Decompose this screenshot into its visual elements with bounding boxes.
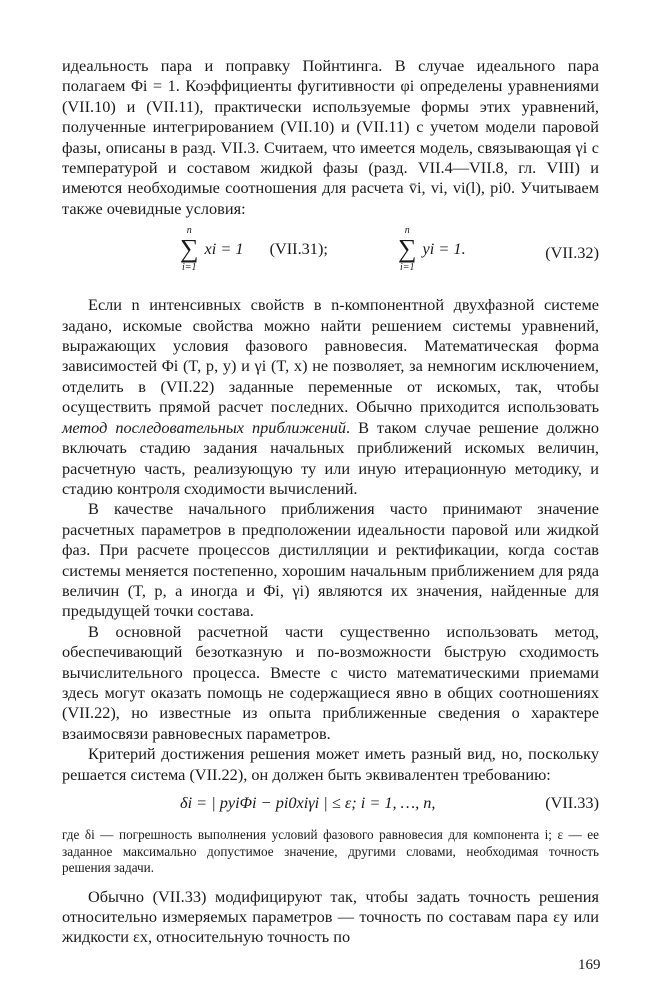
sum2-lower-limit: i=1 [400, 262, 415, 274]
sigma-2-symbol: ∑ [398, 234, 417, 264]
eq-label-vii33: (VII.33) [545, 793, 599, 812]
sum1-upper-limit: n [186, 225, 192, 237]
criterion-body: δi = | pyiΦi − pi0xiγi | ≤ ε; i = 1, …, n, [180, 793, 436, 812]
sigma-2 [398, 225, 417, 273]
sum-x-equation [180, 225, 328, 273]
eq-label-vii32: (VII.32) [545, 243, 599, 263]
footnote-definitions: где δi — погрешность выполнения условий фазового равновесия для компонента i; ε — ее заданное максимально допустимое значение, другими словами, необходимая точность решения задачи. [62, 827, 599, 875]
sigma-1 [180, 225, 199, 273]
body-text [62, 56, 599, 948]
paragraph-1: идеальность пара и поправку Пойнтинга. В случае идеального пара полагаем Φi = 1. Коэффициенты фугитивности φi определены уравнениями (VII.10) и (VII.11), практически используемые формы этих уравнений, полученные интегрированием (VII.10) и (VII.11) с учетом модели паровой фазы, описаны в разд. VII.3. Считаем, что имеется модель, связывающая γi с температурой и составом жидкой фазы (разд. VII.4—VII.8, гл. VIII) и имеются необходимые соотношения для расчета v̄i, vi, vi(l), pi0. Учитываем также очевидные условия: [62, 56, 599, 218]
paragraph-2-part-b: . В таком случае решение должно включать стадию задания начальных приближений искомых величин, расчетную часть, реализующую ту или иную итерационную методику, и стадию контроля сходимости вычислений. [62, 417, 599, 498]
sum2-upper-limit: n [404, 225, 410, 237]
equation-sums [62, 225, 599, 287]
sigma-1-symbol: ∑ [180, 234, 199, 264]
sum2-body: yi = 1. [422, 239, 466, 259]
sum1-body: xi = 1 [204, 239, 244, 259]
paragraph-6: Обычно (VII.33) модифицируют так, чтобы задать точность решения относительно измеряемых параметров — точность по составам пара εy или жидкости εx, относительную точность по [62, 886, 599, 947]
paragraph-3: В качестве начального приближения часто принимают значение расчетных параметров в предположении идеальности паровой или жидкой фаз. При расчете процессов дистилляции и ректификации, когда состав системы меняется постепенно, хорошим начальным приближением для ряда величин (T, p, а иногда и Φi, γi) являются их значения, найденные для предыдущей точки состава. [62, 499, 599, 621]
paragraph-2-part-a: Если n интенсивных свойств в n-компонентной двухфазной системе задано, искомые свойства можно найти решением системы уравнений, выражающих условия фазового равновесия. Математическая форма зависимостей Φi (T, p, y) и γi (T, x) не позволяет, за немногим исключением, отделить в (VII.22) заданные переменные от искомых, так, чтобы осуществить прямой расчет последних. Обычно приходится использовать [62, 295, 599, 417]
paragraph-2-italic-term: метод последовательных приближений [62, 417, 346, 437]
equation-criterion [62, 787, 599, 821]
sum-y-equation [398, 225, 466, 273]
eq-label-vii31: (VII.31); [269, 239, 328, 259]
paragraph-4: В основной расчетной части существенно использовать метод, обеспечивающий безотказную и по-возможности быструю сходимость вычислительного процесса. Вместе с чисто математическими приемами здесь могут оказать помощь не содержащиеся явно в общих соотношениях (VII.22), но известные из опыта приближенные сведения о характере взаимосвязи равновесных параметров. [62, 621, 599, 743]
paragraph-2 [62, 295, 599, 499]
page-number: 169 [578, 957, 601, 973]
sum1-lower-limit: i=1 [182, 262, 197, 274]
paragraph-5: Критерий достижения решения может иметь разный вид, но, поскольку решается система (VII.22), он должен быть эквивалентен требованию: [62, 744, 599, 784]
